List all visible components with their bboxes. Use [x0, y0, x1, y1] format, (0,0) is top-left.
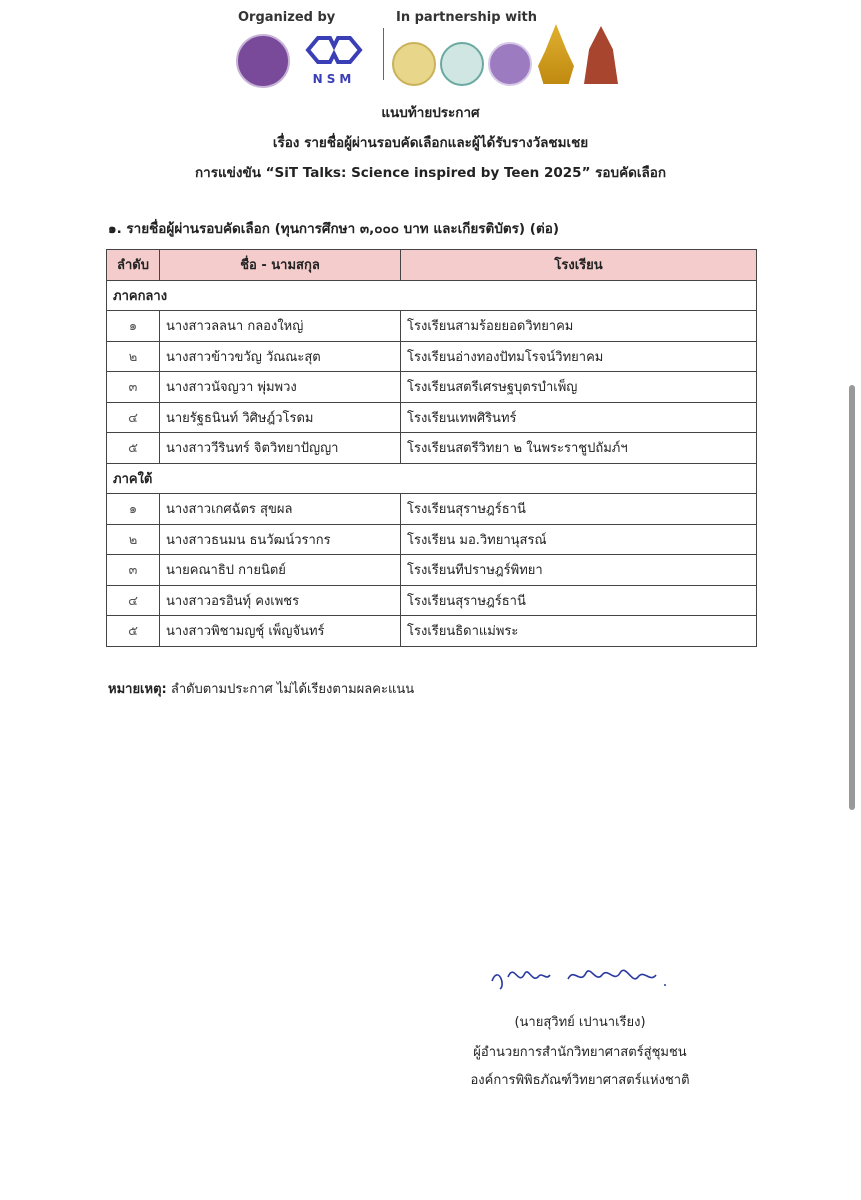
section-heading: ๑. รายชื่อผู้ผ่านรอบคัดเลือก (ทุนการศึกษา ๓,๐๐๐ บาท และเกียรติบัตร) (ต่อ) [108, 221, 559, 237]
cell-order: ๑ [107, 494, 160, 525]
cell-name: นางสาวพิชามญชุ์ เพ็ญจันทร์ [160, 616, 401, 647]
cell-school: โรงเรียนอ่างทองปัทมโรจน์วิทยาคม [401, 341, 757, 372]
cell-name: นายรัฐธนินท์ วิศิษฎ์วโรดม [160, 402, 401, 433]
partner-logo-2-icon [440, 42, 484, 86]
table-row [107, 524, 757, 555]
table-row [107, 555, 757, 586]
cell-school: โรงเรียน มอ.วิทยานุสรณ์ [401, 524, 757, 555]
table-row [107, 341, 757, 372]
nsm-logo-icon [304, 32, 364, 84]
doc-title-line2: เรื่อง รายชื่อผู้ผ่านรอบคัดเลือกและผู้ได้รับรางวัลชมเชย [272, 135, 589, 151]
cell-name: นางสาวเกศฉัตร สุขผล [160, 494, 401, 525]
cell-order: ๕ [107, 616, 160, 647]
signer-position: ผู้อำนวยการสำนักวิทยาศาสตร์สู่ชุมชน [473, 1045, 687, 1060]
note [108, 678, 414, 699]
cell-order: ๓ [107, 555, 160, 586]
cell-school: โรงเรียนเทพศิรินทร์ [401, 402, 757, 433]
scrollbar[interactable] [849, 385, 855, 810]
table-row [107, 311, 757, 342]
cell-name: นางสาวธนมน ธนวัฒน์วรากร [160, 524, 401, 555]
cell-order: ๔ [107, 402, 160, 433]
handwritten-signature [488, 955, 688, 995]
cell-order: ๕ [107, 433, 160, 464]
cell-order: ๔ [107, 585, 160, 616]
cell-school: โรงเรียนสตรีเศรษฐบุตรบำเพ็ญ [401, 372, 757, 403]
signer-name: (นายสุวิทย์ เปานาเรียง) [514, 1015, 646, 1030]
signer-organization: องค์การพิพิธภัณฑ์วิทยาศาสตร์แห่งชาติ [470, 1073, 690, 1088]
table-row [107, 494, 757, 525]
region-label: ภาคกลาง [107, 280, 757, 311]
partner-logo-3-icon [488, 42, 532, 86]
col-name: ชื่อ - นามสกุล [160, 250, 401, 281]
doc-title-line3: การแข่งขัน “SiT Talks: Science inspired by Teen 2025” รอบคัดเลือก [194, 165, 667, 181]
partner-logo-4-icon [538, 24, 574, 84]
cell-school: โรงเรียนสุราษฎร์ธานี [401, 494, 757, 525]
partner-logo-1-icon [392, 42, 436, 86]
cell-name: นางสาวอรอินทุ์ คงเพชร [160, 585, 401, 616]
note-text: ลำดับตามประกาศ ไม่ได้เรียงตามผลคะแนน [166, 682, 415, 697]
cell-school: โรงเรียนสามร้อยยอดวิทยาคม [401, 311, 757, 342]
table-header-row [107, 250, 757, 281]
partner-logo-5-icon [584, 26, 618, 84]
cell-order: ๓ [107, 372, 160, 403]
cell-order: ๒ [107, 524, 160, 555]
region-row [107, 280, 757, 311]
cell-order: ๒ [107, 341, 160, 372]
cell-name: นางสาววีรินทร์ จิตวิทยาปัญญา [160, 433, 401, 464]
table-row [107, 402, 757, 433]
cell-name: นางสาวข้าวขวัญ วัณณะสุต [160, 341, 401, 372]
table-row [107, 433, 757, 464]
region-label: ภาคใต้ [107, 463, 757, 494]
note-label: หมายเหตุ: [108, 682, 167, 697]
results-table [106, 249, 757, 647]
cell-name: นายคณาธิป กายนิตย์ [160, 555, 401, 586]
cell-order: ๑ [107, 311, 160, 342]
table-row [107, 372, 757, 403]
doc-title-line1: แนบท้ายประกาศ [381, 105, 480, 121]
col-school: โรงเรียน [401, 250, 757, 281]
partnership-label: In partnership with [396, 10, 538, 25]
cell-school: โรงเรียนธิดาแม่พระ [401, 616, 757, 647]
logo-header [232, 6, 632, 86]
organized-by-label: Organized by [238, 10, 336, 25]
table-row [107, 585, 757, 616]
col-order: ลำดับ [107, 250, 160, 281]
cell-name: นางสาวลลนา กลองใหญ่ [160, 311, 401, 342]
cell-school: โรงเรียนทีปราษฎร์พิทยา [401, 555, 757, 586]
cell-school: โรงเรียนสตรีวิทยา ๒ ในพระราชูปถัมภ์ฯ [401, 433, 757, 464]
table-row [107, 616, 757, 647]
ministry-logo-icon [236, 34, 290, 88]
cell-name: นางสาวนัจญวา พุ่มพวง [160, 372, 401, 403]
cell-school: โรงเรียนสุราษฎร์ธานี [401, 585, 757, 616]
nsm-logo-text: NSM [312, 72, 356, 86]
divider [383, 28, 384, 80]
region-row [107, 463, 757, 494]
